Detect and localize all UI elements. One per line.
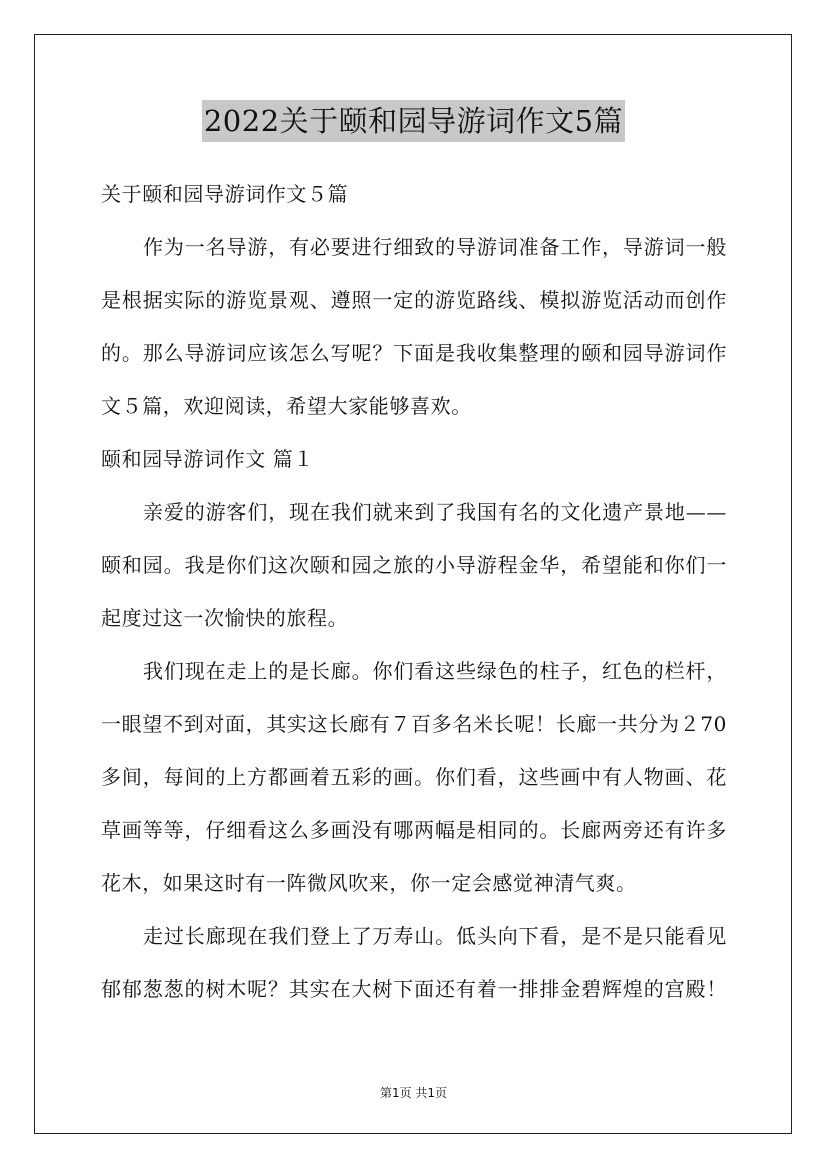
paragraph-line: 的。那么导游词应该怎么写呢？下面是我收集整理的颐和园导游词作 xyxy=(101,341,727,365)
paragraph-line: 亲爱的游客们，现在我们就来到了我国有名的文化遗产景地—— xyxy=(143,500,727,524)
document-body xyxy=(101,168,727,1016)
subtitle-line: 关于颐和园导游词作文５篇 xyxy=(101,182,349,206)
paragraph-line: 我们现在走上的是长廊。你们看这些绿色的柱子，红色的栏杆， xyxy=(143,659,727,683)
paragraph-line: 颐和园。我是你们这次颐和园之旅的小导游程金华，希望能和你们一 xyxy=(101,553,727,577)
title-container xyxy=(0,100,827,142)
paragraph-line: 郁郁葱葱的树木呢？其实在大树下面还有着一排排金碧辉煌的宫殿！ xyxy=(101,977,727,1001)
paragraph-line: 花木，如果这时有一阵微风吹来，你一定会感觉神清气爽。 xyxy=(101,871,637,895)
paragraph-line: 作为一名导游，有必要进行细致的导游词准备工作，导游词一般 xyxy=(143,235,727,259)
paragraph-line: 走过长廊现在我们登上了万寿山。低头向下看，是不是只能看见 xyxy=(143,924,727,948)
section-heading: 颐和园导游词作文 篇１ xyxy=(101,447,314,471)
paragraph-line: 一眼望不到对面，其实这长廊有７百多名米长呢！长廊一共分为２70 xyxy=(101,712,727,736)
page-footer: 第1页 共1页 xyxy=(379,1086,448,1100)
paragraph-line: 起度过这一次愉快的旅程。 xyxy=(101,606,349,630)
paragraph-line: 草画等等，仔细看这么多画没有哪两幅是相同的。长廊两旁还有许多 xyxy=(101,818,727,842)
paragraph-line: 文５篇，欢迎阅读，希望大家能够喜欢。 xyxy=(101,394,472,418)
paragraph-line: 是根据实际的游览景观、遵照一定的游览路线、模拟游览活动而创作 xyxy=(101,288,727,312)
document-title: 2022关于颐和园导游词作文5篇 xyxy=(202,100,625,142)
paragraph-line: 多间，每间的上方都画着五彩的画。你们看，这些画中有人物画、花 xyxy=(101,765,727,789)
